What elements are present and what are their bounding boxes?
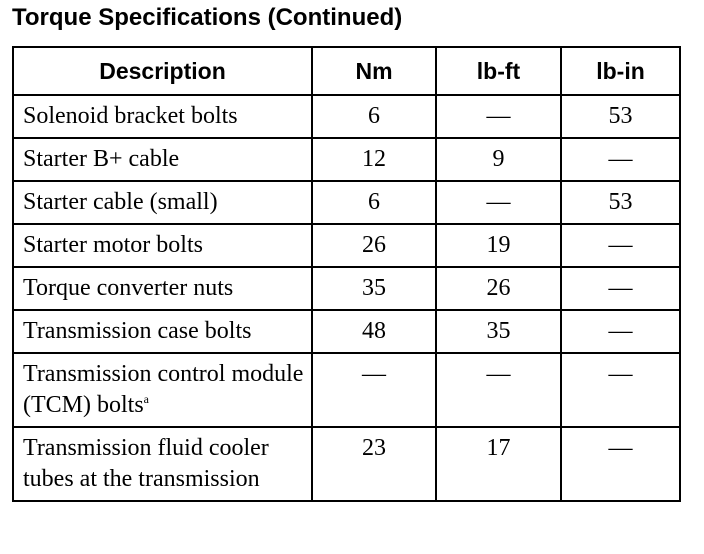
- page-title: Torque Specifications (Continued): [12, 4, 403, 31]
- description-text: Starter motor bolts: [23, 232, 203, 258]
- description-text: Starter cable (small): [23, 189, 218, 215]
- lb-ft-cell: 17: [436, 427, 561, 501]
- lb-ft-cell: 35: [436, 310, 561, 353]
- lb-ft-cell: 19: [436, 224, 561, 267]
- footnote-marker: a: [143, 392, 149, 406]
- nm-cell: 6: [312, 181, 436, 224]
- table-row: [13, 267, 680, 310]
- description-cell: [13, 353, 312, 427]
- lb-in-cell: —: [561, 427, 680, 501]
- table-row: [13, 310, 680, 353]
- torque-spec-table: [12, 46, 681, 502]
- lb-ft-cell: —: [436, 353, 561, 427]
- lb-in-cell: —: [561, 224, 680, 267]
- table-row: [13, 353, 680, 427]
- header-row: [13, 47, 680, 95]
- nm-cell: 12: [312, 138, 436, 181]
- lb-ft-cell: 26: [436, 267, 561, 310]
- description-cell: [13, 427, 312, 501]
- table-row: [13, 181, 680, 224]
- nm-cell: 26: [312, 224, 436, 267]
- nm-cell: 23: [312, 427, 436, 501]
- lb-ft-cell: 9: [436, 138, 561, 181]
- table-row: [13, 427, 680, 501]
- lb-in-cell: —: [561, 138, 680, 181]
- lb-in-cell: 53: [561, 95, 680, 138]
- description-text: Starter B+ cable: [23, 146, 180, 172]
- description-cell: [13, 224, 312, 267]
- description-text: Transmission case bolts: [23, 318, 252, 344]
- description-text: Transmission fluid cooler tubes at the transmission: [23, 435, 269, 492]
- description-text: Solenoid bracket bolts: [23, 103, 238, 129]
- lb-ft-cell: —: [436, 95, 561, 138]
- description-text: Transmission control module (TCM) bolts: [23, 361, 304, 418]
- lb-in-cell: 53: [561, 181, 680, 224]
- description-cell: [13, 267, 312, 310]
- lb-in-cell: —: [561, 310, 680, 353]
- description-cell: [13, 95, 312, 138]
- description-cell: [13, 138, 312, 181]
- nm-cell: 35: [312, 267, 436, 310]
- table-row: [13, 95, 680, 138]
- description-cell: [13, 181, 312, 224]
- table-row: [13, 138, 680, 181]
- lb-in-cell: —: [561, 267, 680, 310]
- nm-cell: 6: [312, 95, 436, 138]
- description-cell: [13, 310, 312, 353]
- column-header-lb-ft: lb-ft: [436, 47, 561, 95]
- lb-ft-cell: —: [436, 181, 561, 224]
- column-header-lb-in: lb-in: [561, 47, 680, 95]
- lb-in-cell: —: [561, 353, 680, 427]
- table-row: [13, 224, 680, 267]
- column-header-nm: Nm: [312, 47, 436, 95]
- column-header-description: Description: [13, 47, 312, 95]
- description-text: Torque converter nuts: [23, 275, 234, 301]
- nm-cell: 48: [312, 310, 436, 353]
- nm-cell: —: [312, 353, 436, 427]
